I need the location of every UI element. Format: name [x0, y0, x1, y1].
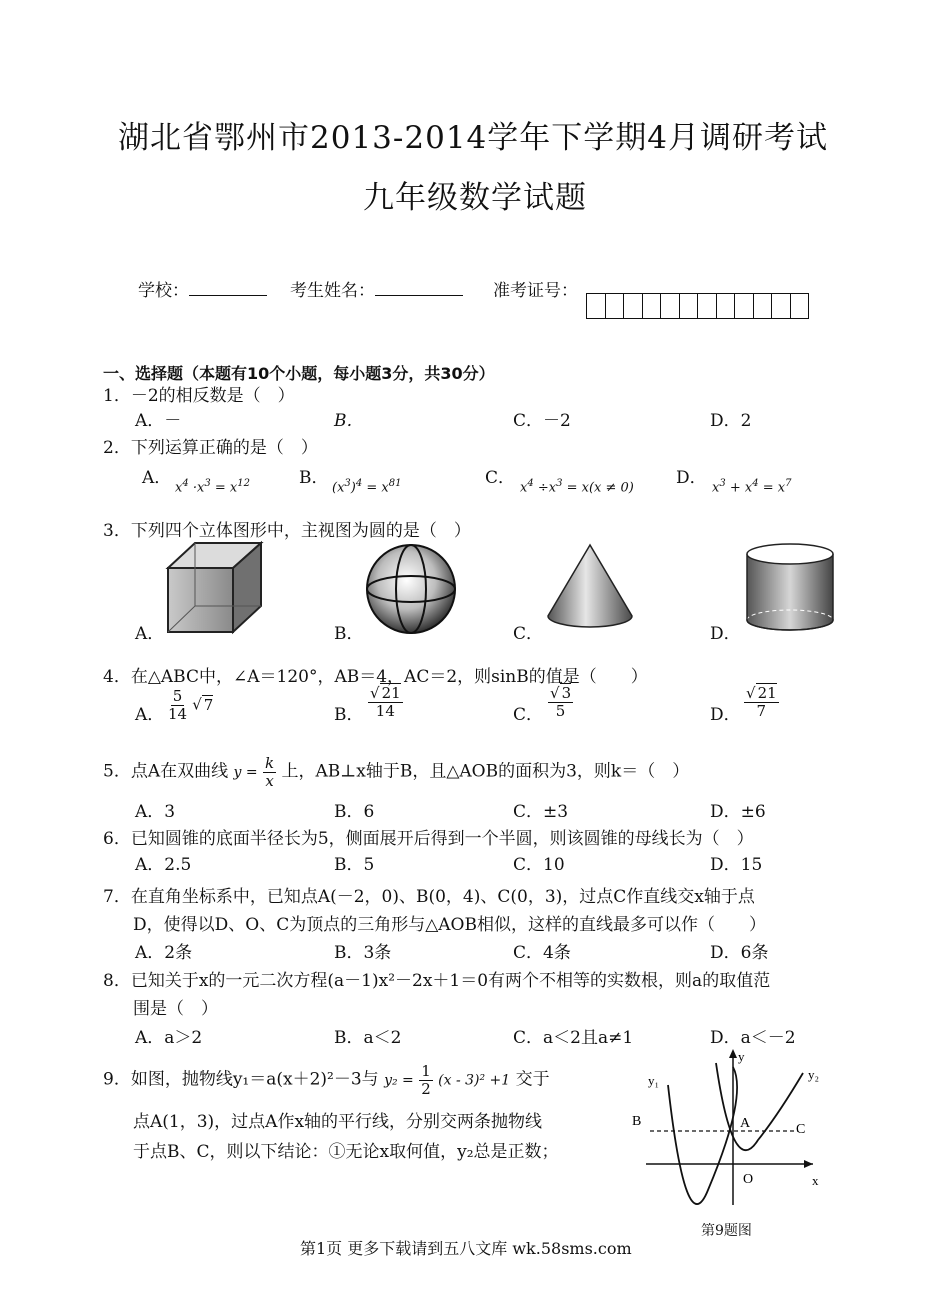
q1-option-c[interactable]: C．－2 — [513, 411, 571, 431]
q7-option-a[interactable]: A．2条 — [135, 943, 193, 963]
q5-option-b[interactable]: B．6 — [334, 802, 375, 822]
q2-option-d[interactable]: D． — [676, 468, 707, 488]
q4-value-c: $\frac{√ 3}{5}$ — [550, 684, 572, 720]
label-y-axis: y — [738, 1049, 745, 1064]
title-line1: 湖北省鄂州市2013-2014学年下学期4月调研考试 — [118, 120, 828, 156]
q4-option-d[interactable]: D． — [710, 705, 741, 725]
id-label: 准考证号： — [493, 281, 578, 301]
cylinder-figure — [744, 542, 836, 634]
q7-option-b[interactable]: B．3条 — [334, 943, 392, 963]
q2-stem: 2．下列运算正确的是（ ） — [103, 438, 318, 458]
q5-option-d[interactable]: D．±6 — [710, 802, 766, 822]
q3-option-b[interactable]: B． — [334, 624, 364, 644]
section-header: 一、选择题（本题有10个小题，每小题3分，共30分） — [103, 364, 495, 383]
q7-option-c[interactable]: C．4条 — [513, 943, 571, 963]
q4-stem: 4．在△ABC中，∠A＝120°，AB＝4，AC＝2，则sinB的值是（ ） — [103, 667, 648, 687]
q2-formula-c: $x^4 \div x^3 = x(x \ne 0)$ — [520, 478, 634, 496]
q9-line3: 于点B、C，则以下结论：①无论x取何值，y₂总是正数； — [133, 1142, 559, 1162]
q8-option-a[interactable]: A．a＞2 — [135, 1028, 203, 1048]
school-field[interactable] — [138, 276, 267, 301]
q9-line2: 点A(1，3)，过点A作x轴的平行线，分别交两条抛物线 — [133, 1112, 543, 1132]
q3-stem: 3．下列四个立体图形中，主视图为圆的是（ ） — [103, 521, 471, 541]
q1-option-a[interactable]: A．－ — [135, 411, 182, 431]
q5-option-c[interactable]: C．±3 — [513, 802, 569, 822]
school-label: 学校： — [138, 281, 189, 301]
label-c: C — [796, 1122, 806, 1137]
q9-caption: 第9题图 — [701, 1223, 752, 1239]
q6-stem: 6．已知圆锥的底面半径长为5，侧面展开后得到一个半圆，则该圆锥的母线长为（ ） — [103, 829, 754, 849]
q2-formula-b: $(x^3)^4 = x^{81}$ — [332, 478, 402, 496]
label-a: A — [740, 1116, 751, 1131]
q1-option-b[interactable]: B． — [334, 411, 364, 431]
cube-figure — [163, 540, 268, 635]
label-o: O — [743, 1172, 754, 1187]
q4-value-a: $\frac{5}{14}$ √ 7 — [168, 687, 214, 723]
q1-stem: 1．－2的相反数是（ ） — [103, 386, 295, 406]
q6-option-d[interactable]: D．15 — [710, 855, 763, 875]
q9-line1: 9．如图，抛物线y₁＝a(x＋2)²－3与 y₂ = $\frac{1}{2}$ (x - 3)² +1 交于 — [103, 1062, 550, 1098]
page-footer: 第1页 更多下载请到五八文库 wk.58sms.com — [300, 1239, 632, 1258]
q4-value-d: $\frac{√ 21}{7}$ — [746, 684, 777, 720]
q8-option-b[interactable]: B．a＜2 — [334, 1028, 402, 1048]
q4-option-c[interactable]: C． — [513, 705, 544, 725]
label-y1: y₁ — [648, 1073, 660, 1088]
q1-option-d[interactable]: D．2 — [710, 411, 752, 431]
q3-option-c[interactable]: C． — [513, 624, 544, 644]
q6-option-b[interactable]: B．5 — [334, 855, 375, 875]
sphere-figure — [364, 542, 458, 636]
cone-figure — [545, 542, 635, 630]
q2-option-c[interactable]: C． — [485, 468, 516, 488]
q2-formula-d: $x^3 + x^4 = x^7$ — [712, 478, 792, 496]
q3-option-d[interactable]: D． — [710, 624, 741, 644]
label-y2: y₂ — [808, 1067, 820, 1082]
q7-option-d[interactable]: D．6条 — [710, 943, 769, 963]
q7-line1: 7．在直角坐标系中，已知点A(－2，0)、B(0，4)、C(0，3)，过点C作直线交x轴于点 — [103, 887, 755, 907]
q8-option-c[interactable]: C．a＜2且a≠1 — [513, 1028, 634, 1048]
q6-option-c[interactable]: C．10 — [513, 855, 565, 875]
q2-option-a[interactable]: A． — [142, 468, 172, 488]
name-field[interactable] — [290, 276, 463, 301]
q4-option-a[interactable]: A． — [135, 705, 165, 725]
q3-option-a[interactable]: A． — [135, 624, 165, 644]
label-b: B — [632, 1114, 642, 1129]
q2-formula-a: $x^4 \cdot x^3 = x^{12}$ — [175, 478, 250, 496]
q6-option-a[interactable]: A．2.5 — [135, 855, 192, 875]
q5-option-a[interactable]: A．3 — [135, 802, 176, 822]
q8-line2: 围是（ ） — [133, 999, 218, 1019]
id-boxes[interactable] — [586, 293, 809, 319]
title-line2: 九年级数学试题 — [363, 180, 587, 216]
q8-line1: 8．已知关于x的一元二次方程(a－1)x²－2x＋1＝0有两个不相等的实数根，则a的取值范 — [103, 971, 771, 991]
name-label: 考生姓名： — [290, 281, 375, 301]
q8-option-d[interactable]: D．a＜－2 — [710, 1028, 796, 1048]
q5-stem: 5．点A在双曲线 y = $\frac{k}{x}$ 上，AB⊥x轴于B，且△AOB的面积为3，则k＝（ ） — [103, 754, 690, 790]
q9-graph — [628, 1045, 838, 1220]
label-x-axis: x — [812, 1173, 819, 1188]
q7-line2: D，使得以D、O、C为顶点的三角形与△AOB相似，这样的直线最多可以作（ ） — [133, 915, 766, 935]
q4-value-b: $\frac{√ 21}{14}$ — [370, 684, 401, 720]
q2-option-b[interactable]: B． — [299, 468, 329, 488]
q4-option-b[interactable]: B． — [334, 705, 364, 725]
